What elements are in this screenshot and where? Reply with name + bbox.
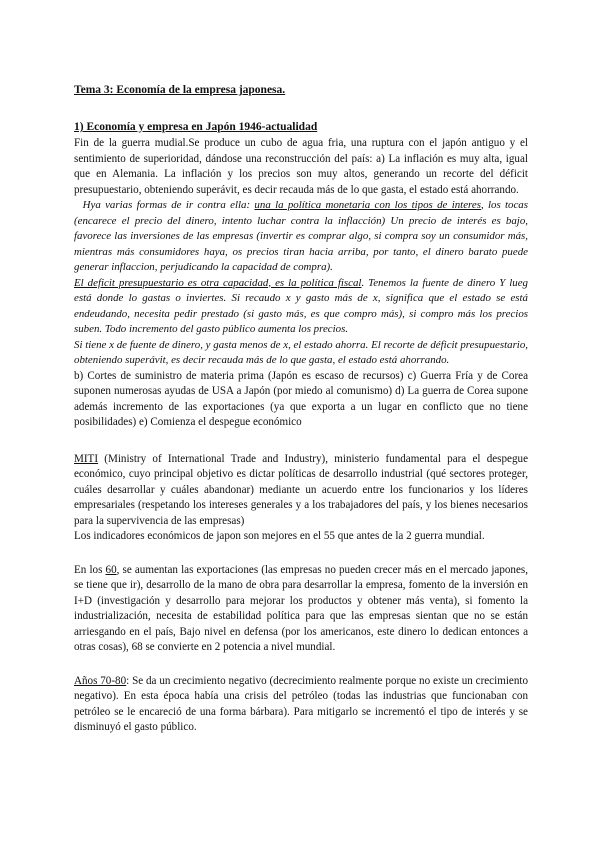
spacer bbox=[74, 545, 528, 563]
seventies-rest: : Se da un crecimiento negativo (decrecimiento realmente porque no existe un crecimiento negativo). En esta época había una crisis del petróleo (todas las industrias que funcionaban con petróleo se le encareció de una forma bárbara). Para mitigarlo se incrementó el tipo de interés y se disminuyó el gasto público. bbox=[74, 674, 529, 733]
fiscal-rest: . Tenemos la fuente de dinero Y lueg está donde lo gastas o inviertes. Si recaudo x y gasto más de x, significa que el estado se está endeudando, necesita pedir prestado (si gasto más, es que compro más), si compro más los precios suben. Todo incremento del gasto público aumenta los precios. bbox=[74, 276, 529, 335]
monetary-rest: , los tocas (encarece el precio del dinero, intento luchar contra la inflacción) Un precio de interés es bajo, favorece las inversiones de las empresas (invertir es comprar algo, si compra soy un consumidor más, mientras más consumidores haya, os precios tiran hacia arriba, por tanto, el dinero barato puede generar inflaccion, perjudicando la capacidad de compra). bbox=[74, 199, 528, 273]
spacer bbox=[74, 656, 528, 674]
monetary-policy-underline: una la política monetaria con los tipos de interes bbox=[254, 199, 481, 211]
sixties-underline: 60 bbox=[105, 563, 117, 576]
document-title: Tema 3: Economía de la empresa japonesa. bbox=[74, 84, 286, 96]
miti-underline: MITI bbox=[74, 452, 99, 465]
section-title: 1) Economía y empresa en Japón 1946-actualidad bbox=[74, 121, 318, 133]
miti-rest: (Ministry of International Trade and Industry), ministerio fundamental para el despegue económico, cuyo principal objetivo es dictar políticas de desarrollo industrial (qué sectores proteger, cuáles desarrollar y cuáles abandonar) mediante un acuerdo entre los funcionarios y los líderes empresariales (respetando los intereses generales y a los trabajadores del país, y los bienes necesarios para la supervivencia de las empresas) bbox=[74, 452, 528, 527]
paragraph-indicators: Los indicadores económicos de japon son mejores en el 55 que antes de la 2 guerra mundial. bbox=[74, 530, 485, 542]
seventies-underline: Años 70-80 bbox=[74, 674, 127, 687]
sixties-intro: En los bbox=[74, 563, 106, 576]
fiscal-policy-underline: El deficit presupuestario es otra capacidad, es la política fiscal bbox=[74, 276, 362, 289]
paragraph-postwar: Fin de la guerra mudial.Se produce un cubo de agua fria, una ruptura con el japón antiguo y el sentimiento de superioridad, dándose una reconstrucción del país: a) La inflación es muy alta, igual que en Alemania. La inflación y los precios son muy altos, generando un recorte del déficit presupuestario, obteniendo superávit, es decir recauda más de lo que gasta, el estado está ahorrando. bbox=[74, 137, 528, 196]
paragraph-monetary-policy bbox=[74, 198, 528, 276]
paragraph-factors: b) Cortes de suministro de materia prima (Japón es escaso de recursos) c) Guerra Fría y de Corea suponen numerosas ayudas de USA a Japón (por miedo al comunismo) d) La guerra de Corea supone además incremento de las exportaciones (ya que exporta a un lugar en conflicto que no tiene posibilidades) e) Comienza el despegue económico bbox=[74, 369, 528, 428]
paragraph-state-savings: Si tiene x de fuente de dinero, y gasta menos de x, el estado ahorra. El recorte de déficit presupuestario, obteniendo superávit, es decir recauda más de lo que gasta, el estado está ahorrando. bbox=[74, 338, 528, 366]
paragraph-fiscal-policy bbox=[74, 276, 528, 338]
monetary-intro: Hya varias formas de ir contra ella: bbox=[82, 199, 255, 211]
sixties-rest: , se aumentan las exportaciones (las empresas no pueden crecer más en el mercado japones, se tiene que ir), desarrollo de la mano de obra para desarrollar la empresa, fomento de la inversión en I+D (investigación y desarrollo para mejorar los productos y obtener más venta), si fomento la industrialización, necesita de estabilidad política para que las empresas sientan que no se están arriesgando en el país, Bajo nivel en defensa (por los americanos, este dinero lo dedican entonces a otras cosas), 68 se convierte en 2 potencia a nivel mundial. bbox=[74, 563, 528, 653]
paragraph-seventies-eighties bbox=[74, 674, 528, 736]
paragraph-sixties bbox=[74, 563, 528, 656]
paragraph-miti bbox=[74, 452, 528, 530]
spacer bbox=[74, 431, 528, 452]
